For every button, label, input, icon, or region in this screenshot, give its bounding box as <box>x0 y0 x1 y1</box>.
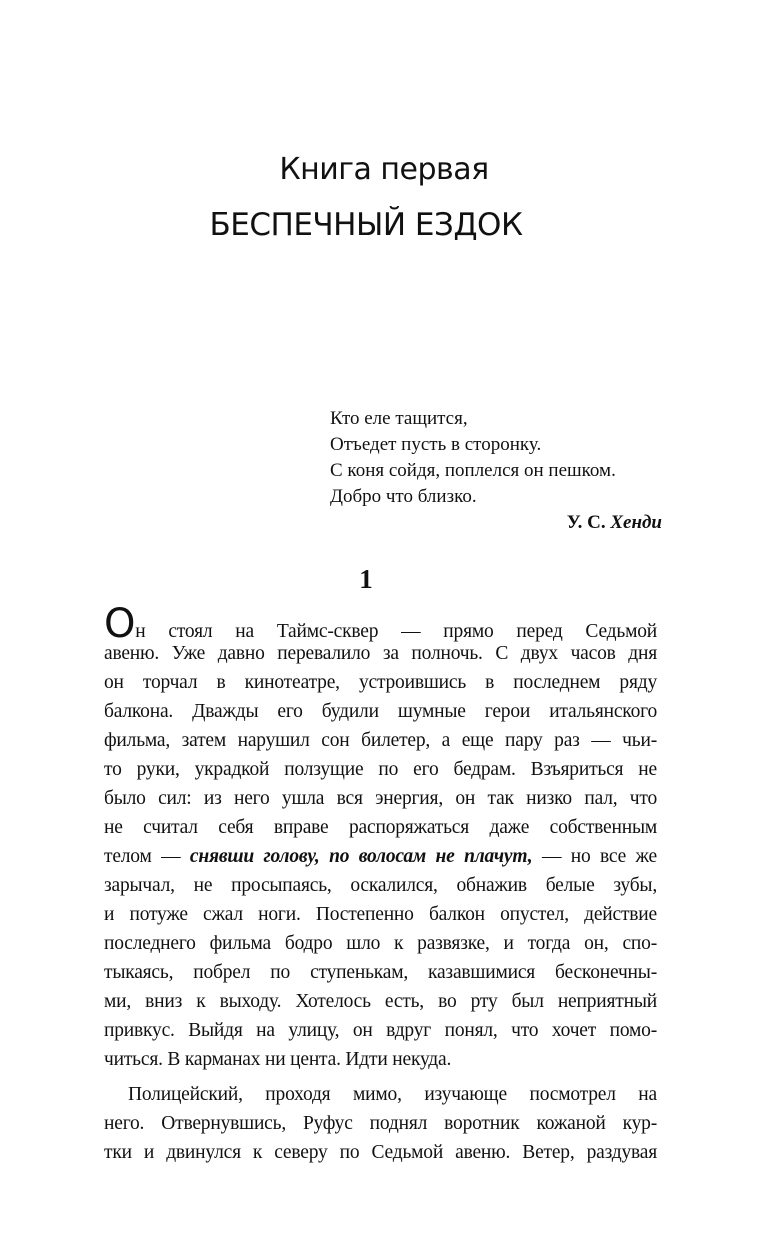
text-line <box>104 842 657 871</box>
chapter-text <box>104 601 657 1167</box>
text-line: последнего фильма бодро шло к развязке, и тогда он, спо- <box>104 933 657 954</box>
text-line: ми, вниз к выходу. Хотелось есть, во рту был неприятный <box>104 991 657 1012</box>
chapter-number: 1 <box>359 564 373 594</box>
epigraph-line: Отъедет пусть в сторонку. <box>330 434 542 455</box>
text-line: него. Отвернувшись, Руфус поднял воротник кожаной кур- <box>104 1113 657 1134</box>
text-line: тыкаясь, побрел по ступенькам, казавшимися бесконечны- <box>104 962 657 983</box>
book-part-label: Книга первая <box>279 152 489 187</box>
text-line <box>104 601 657 647</box>
text-fragment: — но все же <box>532 846 657 867</box>
text-line: не считал себя вправе распоряжаться даже собственным <box>104 817 657 838</box>
text-line-content: н стоял на Таймс-сквер — прямо перед Седьмой <box>135 621 657 642</box>
epigraph <box>330 406 662 536</box>
drop-cap: О <box>104 601 136 647</box>
text-line: фильма, затем нарушил сон билетер, а еще пару раз — чьи- <box>104 730 657 751</box>
text-line: тки и двинулся к северу по Седьмой авеню. Ветер, раздувая <box>104 1142 657 1163</box>
text-line: он торчал в кинотеатре, устроившись в последнем ряду <box>104 672 657 693</box>
text-line: Полицейский, проходя мимо, изучающе посмотрел на <box>128 1084 657 1105</box>
text-line: было сил: из него ушла вся энергия, он так низко пал, что <box>104 788 657 809</box>
author-name: Хенди <box>610 512 662 533</box>
text-line: балкона. Дважды его будили шумные герои итальянского <box>104 701 657 722</box>
text-line: то руки, украдкой ползущие по его бедрам. Взъяриться не <box>104 759 657 780</box>
epigraph-line: С коня сойдя, поплелся он пешком. <box>330 460 616 481</box>
text-line: читься. В карманах ни цента. Идти некуда. <box>104 1049 452 1070</box>
italic-proverb: снявши голову, по волосам не плачут, <box>189 846 533 867</box>
epigraph-author <box>330 510 662 536</box>
text-line: привкус. Выйдя на улицу, он вдруг понял, что хочет помо- <box>104 1020 657 1041</box>
text-line: и потуже сжал ноги. Постепенно балкон опустел, действие <box>104 904 657 925</box>
author-initials: У. С. <box>566 512 606 533</box>
text-line: зарычал, не просыпаясь, оскалился, обнажив белые зубы, <box>104 875 657 896</box>
text-fragment: телом — <box>104 846 190 867</box>
text-line: авеню. Уже давно перевалило за полночь. С двух часов дня <box>104 643 657 664</box>
epigraph-line: Добро что близко. <box>330 486 477 507</box>
book-part-title: БЕСПЕЧНЫЙ ЕЗДОК <box>209 207 523 243</box>
epigraph-line: Кто еле тащится, <box>330 408 468 429</box>
